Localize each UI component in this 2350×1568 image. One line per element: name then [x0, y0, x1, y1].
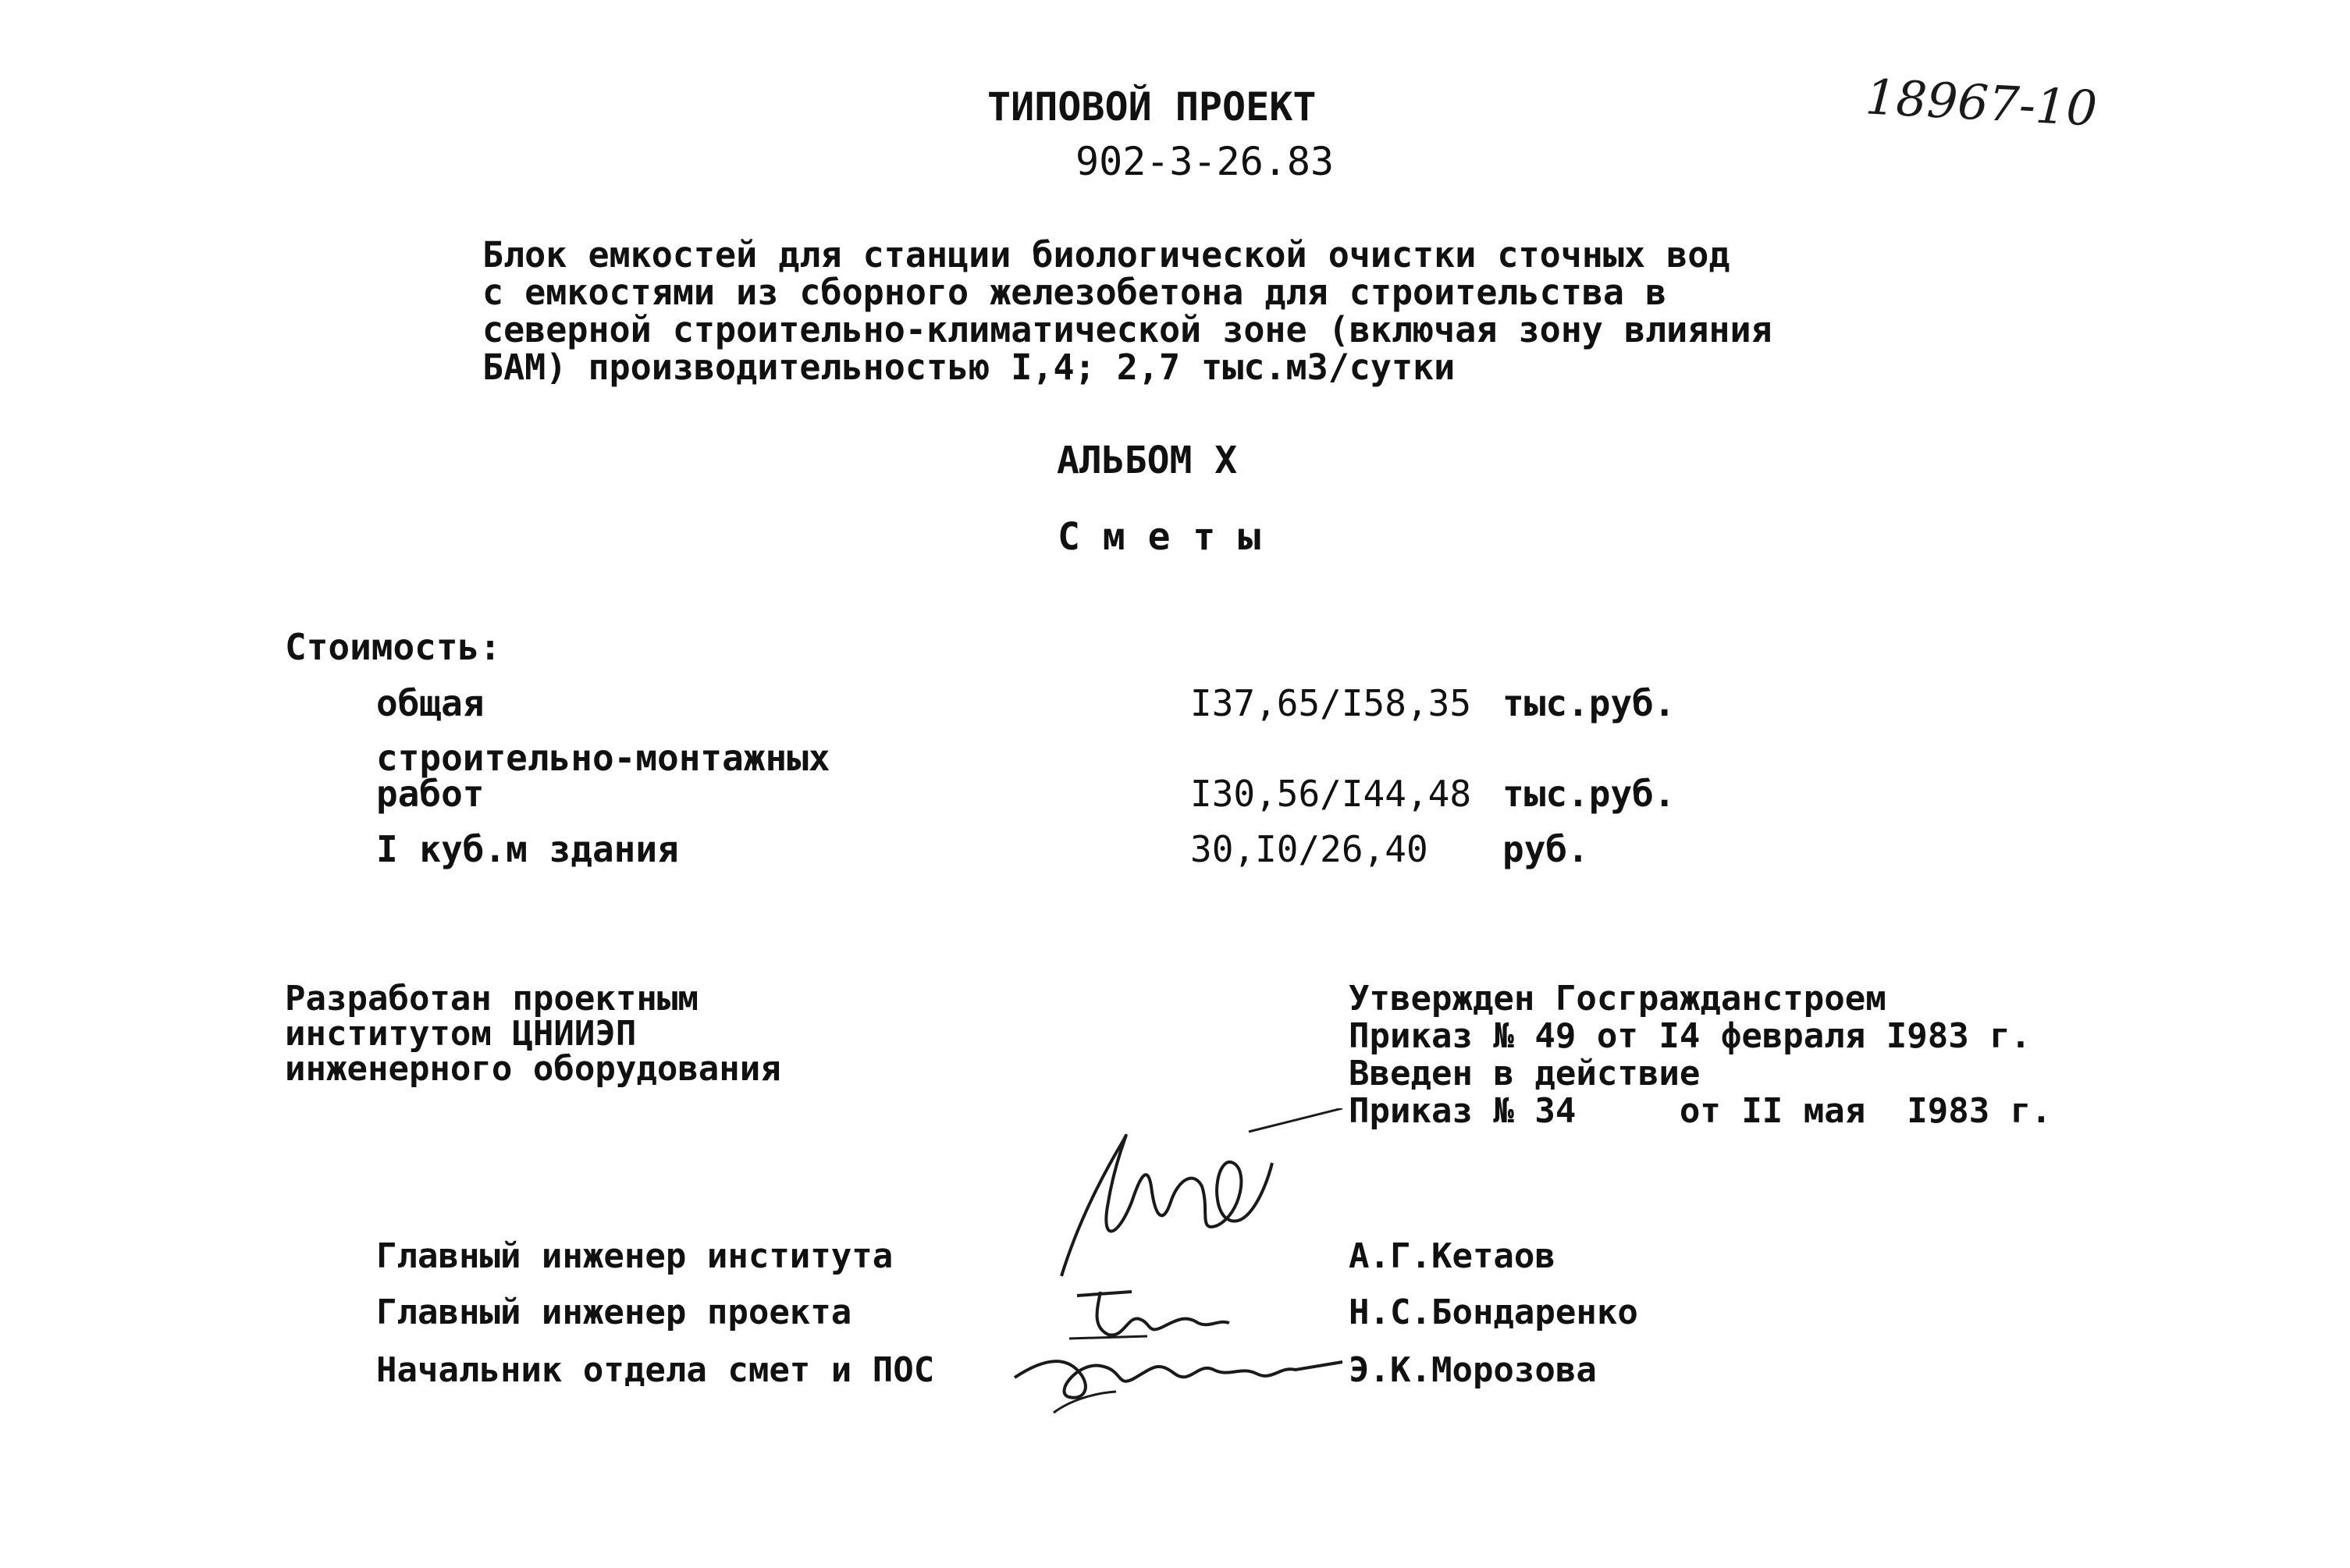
album-title: АЛЬБОМ X	[1057, 439, 1238, 482]
cost-label-total: общая	[376, 682, 485, 724]
cost-value-total: I37,65/I58,35	[1190, 682, 1472, 724]
developer-line: Разработан проектным	[285, 979, 699, 1019]
description-line: БАМ) производительностью I,4; 2,7 тыс.м3/сутки	[482, 347, 1456, 388]
signature-head-of-estimates	[1007, 1331, 1350, 1417]
cost-heading: Стоимость:	[285, 626, 501, 668]
approval-line: Введен в действие	[1349, 1054, 1701, 1093]
description-line: Блок емкостей для станции биологической очистки сточных вод	[482, 234, 1730, 276]
cost-label-construction-2: работ	[376, 773, 485, 815]
cost-unit-total: тыс.руб.	[1502, 682, 1676, 724]
approval-line: Приказ № 49 от I4 февраля I983 г.	[1349, 1016, 2032, 1056]
signature-chief-engineer-institute	[1015, 1108, 1342, 1280]
cost-value-construction: I30,56/I44,48	[1190, 773, 1472, 815]
signatory-name: А.Г.Кетаов	[1349, 1236, 1555, 1276]
signatory-role: Главный инженер проекта	[376, 1292, 852, 1332]
signatory-role: Главный инженер института	[376, 1236, 894, 1276]
cost-label-construction: строительно-монтажных	[376, 737, 830, 779]
approval-line: Приказ № 34 от II мая I983 г.	[1349, 1091, 2052, 1131]
description-line: с емкостями из сборного железобетона для строительства в	[482, 272, 1667, 313]
project-number: 902-3-26.83	[1075, 139, 1335, 184]
signatory-name: Э.К.Морозова	[1349, 1350, 1597, 1390]
approval-line: Утвержден Госгражданстроем	[1349, 979, 1886, 1019]
archive-number: 18967-10	[1864, 68, 2099, 137]
signatory-role: Начальник отдела смет и ПОС	[376, 1350, 935, 1390]
cost-unit-per-cubic-meter: руб.	[1502, 828, 1589, 870]
signatory-name: Н.С.Бондаренко	[1349, 1292, 1638, 1332]
document-title: ТИПОВОЙ ПРОЕКТ	[987, 84, 1317, 130]
cost-label-per-cubic-meter: I куб.м здания	[376, 828, 679, 870]
developer-line: институтом ЦНИИЭП	[285, 1014, 637, 1054]
cost-unit-construction: тыс.руб.	[1502, 773, 1676, 815]
description-line: северной строительно-климатической зоне (включая зону влияния	[482, 309, 1772, 350]
developer-line: инженерного оборудования	[285, 1049, 781, 1089]
section-title: С м е т ы	[1058, 515, 1261, 559]
cost-value-per-cubic-meter: 30,I0/26,40	[1190, 828, 1428, 870]
